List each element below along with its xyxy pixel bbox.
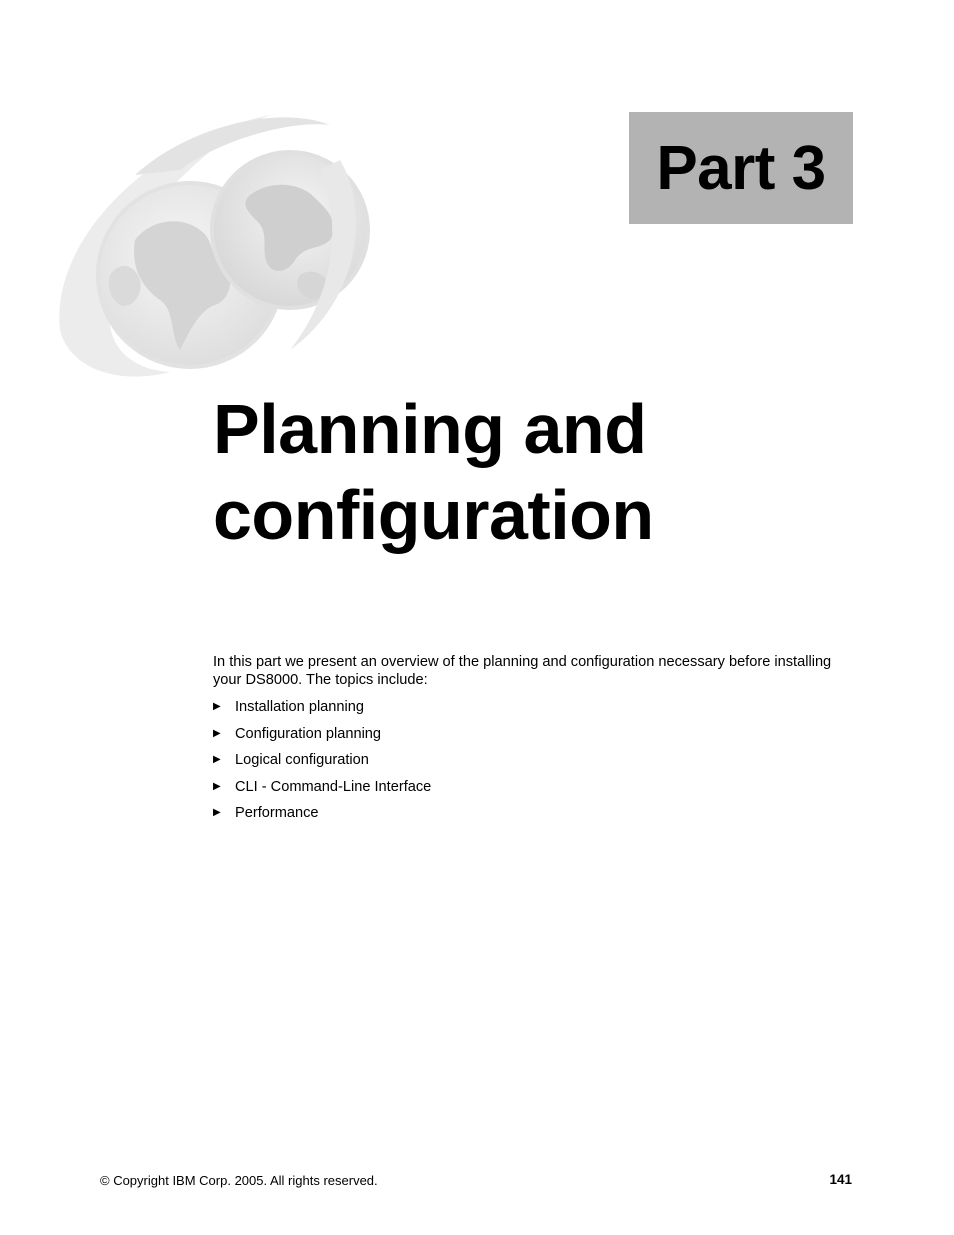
part-number-box [629, 112, 853, 224]
topic-label: Configuration planning [235, 725, 382, 742]
part-label: Part 3 [656, 133, 826, 203]
footer-copyright: © Copyright IBM Corp. 2005. All rights reserved. [100, 1173, 378, 1188]
triangle-right-icon: ▶ [213, 780, 221, 792]
part-title-line-2: configuration [213, 476, 654, 554]
triangle-right-icon: ▶ [213, 807, 221, 818]
page-number: 141 [829, 1172, 852, 1187]
topic-label: Installation planning [235, 699, 365, 715]
topic-label: Logical configuration [235, 752, 369, 768]
topic-label: Performance [235, 805, 319, 821]
triangle-right-icon: ▶ [213, 701, 221, 712]
triangle-right-icon: ▶ [213, 754, 221, 765]
list-item [213, 803, 431, 830]
intro-paragraph: In this part we present an overview of the planning and configuration necessary before installing your DS8000. The topics include: [213, 654, 832, 688]
part-title [213, 386, 654, 558]
list-item [213, 777, 431, 804]
list-item [213, 697, 431, 724]
redbooks-globe-logo [40, 100, 400, 390]
topic-list [213, 697, 431, 830]
part-title-line-1: Planning and [213, 390, 647, 468]
topic-label: CLI - Command-Line Interface [235, 778, 432, 795]
list-item [213, 724, 431, 751]
triangle-right-icon: ▶ [213, 727, 221, 739]
list-item [213, 750, 431, 777]
